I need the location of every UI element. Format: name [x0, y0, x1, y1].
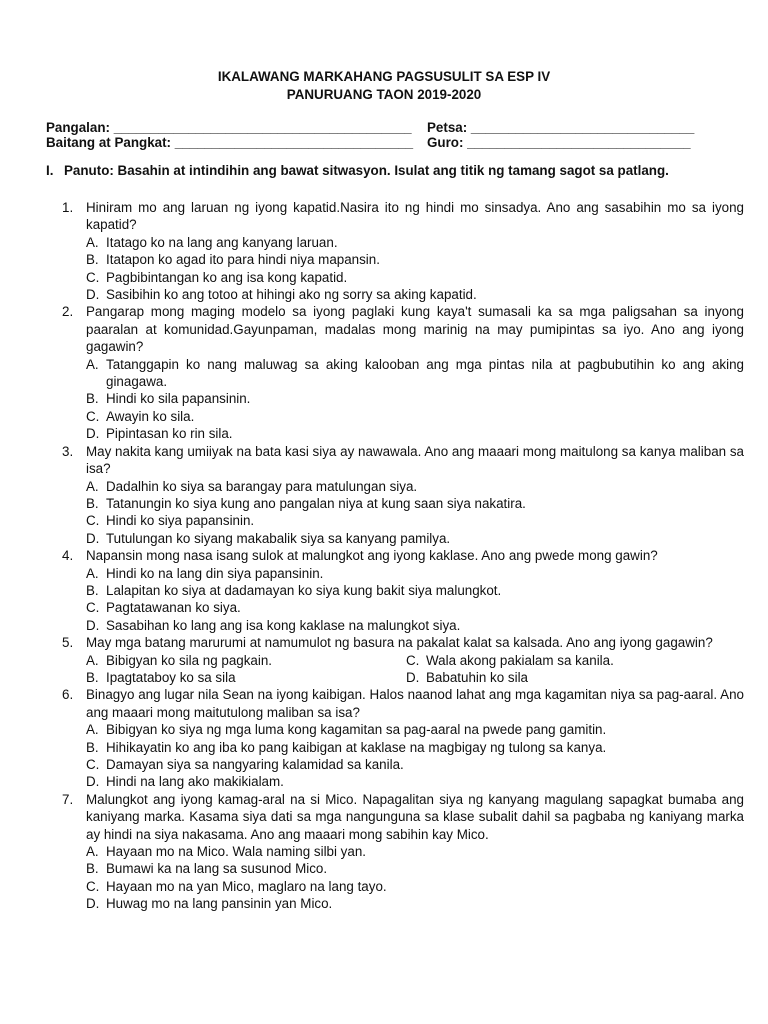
answer-option: [86, 860, 744, 877]
question-text: Malungkot ang iyong kamag-aral na si Mico. Napagalitan siya ng kanyang magulang sapagkat bumaba ang kaniyang marka. Kasama siya dati sa mga nangunguna sa klase subalit dahil sa pagbaba ng kaniyang marka ay hindi na siya nakasama. Ano ang maaari mong sabihin kay Mico.: [86, 791, 744, 842]
answer-option: [86, 617, 744, 634]
answer-option: [86, 495, 744, 512]
answer-option: [86, 530, 744, 547]
answer-option: [86, 756, 744, 773]
question-number: 7.: [62, 791, 74, 807]
option-letter: A.: [86, 478, 99, 494]
option-letter: B.: [86, 739, 99, 755]
option-text: Sasibihin ko ang totoo at hihingi ako ng sorry sa aking kapatid.: [106, 287, 477, 303]
option-text: Pipintasan ko rin sila.: [106, 426, 233, 442]
question-text: Hiniram mo ang laruan ng iyong kapatid.Nasira ito ng hindi mo sinsadya. Ano ang sasabihin mo sa iyong kapatid?: [86, 200, 744, 233]
option-text: Tatanggapin ko nang maluwag sa aking kalooban ang mga pintas nila at pagbubutihin ko ang aking ginagawa.: [106, 356, 744, 390]
option-text: Dadalhin ko siya sa barangay para matulungan siya.: [106, 478, 418, 494]
option-text: Bibigyan ko sila ng pagkain.: [106, 652, 273, 668]
answer-option: [86, 234, 744, 251]
option-text: Itatago ko na lang ang kanyang laruan.: [106, 234, 338, 250]
option-text: Sasabihan ko lang ang isa kong kaklase na malungkot siya.: [106, 617, 461, 633]
teacher-field: Guro: ______________________________: [427, 135, 691, 150]
question-item: [0, 443, 768, 547]
option-letter: A.: [86, 356, 99, 372]
option-text: Hayaan mo na yan Mico, maglaro na lang tayo.: [106, 878, 387, 894]
option-letter: D.: [86, 896, 100, 912]
answer-option: [86, 721, 744, 738]
question-text: May nakita kang umiiyak na bata kasi siya ay nawawala. Ano ang maaari mong maitulong sa kanya maliban sa isa?: [86, 443, 744, 477]
option-letter: A.: [86, 652, 99, 668]
option-letter: C.: [406, 652, 420, 668]
option-text: Hayaan mo na Mico. Wala naming silbi yan.: [106, 844, 366, 860]
option-letter: D.: [406, 669, 420, 685]
answer-option: [86, 512, 744, 529]
option-text: Itatapon ko agad ito para hindi niya mapansin.: [106, 252, 380, 268]
option-letter: B.: [86, 582, 99, 598]
instructions: [46, 163, 669, 178]
question-number: 5.: [62, 635, 74, 651]
date-field: Petsa: ______________________________: [427, 120, 695, 135]
question-list: [0, 199, 768, 913]
option-letter: D.: [86, 774, 100, 790]
option-letter: C.: [86, 513, 100, 529]
option-text: Wala akong pakialam sa kanila.: [426, 652, 614, 668]
option-text: Pagbibintangan ko ang isa kong kapatid.: [106, 269, 348, 285]
answer-option: [86, 878, 744, 895]
option-letter: C.: [86, 600, 100, 616]
name-field: Pangalan: ________________________________________: [46, 120, 412, 135]
question-text: Napansin mong nasa isang sulok at malungkot ang iyong kaklase. Ano ang pwede mong gawin?: [86, 548, 658, 564]
option-text: Tatanungin ko siya kung ano pangalan niya at kung saan siya nakatira.: [106, 495, 526, 511]
answer-option: [86, 286, 744, 303]
option-text: Bumawi ka na lang sa susunod Mico.: [106, 861, 328, 877]
answer-option: [86, 251, 744, 268]
answer-option: [86, 895, 744, 912]
answer-option: [86, 425, 744, 442]
option-text: Awayin ko sila.: [106, 408, 195, 424]
option-letter: D.: [86, 530, 100, 546]
option-letter: A.: [86, 722, 99, 738]
option-text: Damayan siya sa nangyaring kalamidad sa kanila.: [106, 757, 404, 772]
option-text: Hindi ko siya papansinin.: [106, 513, 255, 529]
question-item: [0, 686, 768, 790]
exam-title: IKALAWANG MARKAHANG PAGSUSULIT SA ESP IV: [217, 69, 551, 84]
option-letter: A.: [86, 565, 99, 581]
option-letter: C.: [86, 757, 100, 772]
option-letter: C.: [86, 269, 100, 285]
option-text: Hindi na lang ako makikialam.: [106, 774, 284, 790]
option-text: Hindi ko sila papansinin.: [106, 391, 251, 407]
question-item: [0, 634, 768, 686]
instructions-text: Panuto: Basahin at intindihin ang bawat sitwasyon. Isulat ang titik ng tamang sagot sa patlang.: [64, 163, 669, 178]
option-letter: D.: [86, 617, 100, 633]
option-text: Huwag mo na lang pansinin yan Mico.: [106, 896, 333, 912]
answer-option: [86, 652, 406, 669]
option-text: Bibigyan ko siya ng mga luma kong kagamitan sa pag-aaral na pwede pang gamitin.: [106, 722, 607, 738]
answer-option: [406, 652, 744, 669]
option-letter: C.: [86, 408, 100, 424]
question-item: [0, 199, 768, 303]
question-item: [0, 547, 768, 634]
option-text: Ipagtataboy ko sa sila: [106, 669, 236, 685]
answer-option: [406, 669, 744, 686]
option-letter: C.: [86, 878, 100, 894]
answer-option: [86, 599, 744, 616]
grade-section-field: Baitang at Pangkat: ________________________________: [46, 135, 414, 150]
answer-options-grid: [86, 652, 744, 687]
answer-option: [86, 408, 744, 425]
answer-option: [86, 390, 744, 407]
option-text: Hihikayatin ko ang iba ko pang kaibigan at kaklase na magbigay ng tulong sa kanya.: [106, 739, 607, 755]
option-letter: B.: [86, 391, 99, 407]
option-letter: B.: [86, 669, 99, 685]
question-number: 2.: [62, 304, 74, 320]
answer-option: [86, 269, 744, 286]
question-item: [0, 303, 768, 442]
option-text: Babatuhin ko sila: [426, 669, 528, 685]
question-number: 6.: [62, 687, 74, 703]
question-number: 4.: [62, 548, 74, 564]
option-text: Lalapitan ko siya at dadamayan ko siya kung bakit siya malungkot.: [106, 582, 502, 598]
question-text: Pangarap mong maging modelo sa iyong paglaki kung kaya't sumasali ka sa mga paligsahan sa inyong paaralan at komunidad.Gayunpaman, madalas mong marinig na may pumipintas sa iyo. Ano ang iyong gagawin?: [86, 304, 744, 355]
option-text: Tutulungan ko siyang makabalik siya sa kanyang pamilya.: [106, 530, 451, 546]
option-letter: A.: [86, 844, 99, 860]
answer-option: [86, 582, 744, 599]
answer-option: [86, 773, 744, 790]
question-text: Binagyo ang lugar nila Sean na iyong kaibigan. Halos naanod lahat ang mga kagamitan niya sa pag-aaral. Ano ang maaari mong maitutulong maliban sa isa?: [86, 687, 744, 720]
option-letter: D.: [86, 426, 100, 442]
option-letter: A.: [86, 234, 99, 250]
option-letter: B.: [86, 495, 99, 511]
answer-option: [86, 478, 744, 495]
question-text: May mga batang marurumi at namumulot ng basura na pakalat kalat sa kalsada. Ano ang iyong gagawin?: [86, 635, 713, 651]
section-number: I.: [46, 163, 54, 178]
answer-option: [86, 565, 744, 582]
question-item: [0, 791, 768, 913]
answer-option: [86, 356, 744, 391]
answer-option: [86, 739, 744, 756]
question-number: 3.: [62, 443, 74, 459]
option-letter: B.: [86, 861, 99, 877]
option-text: Hindi ko na lang din siya papansinin.: [106, 565, 324, 581]
school-year: PANURUANG TAON 2019-2020: [286, 87, 482, 102]
option-letter: D.: [86, 287, 100, 303]
option-letter: B.: [86, 252, 99, 268]
answer-option: [86, 843, 744, 860]
answer-option: [86, 669, 406, 686]
question-number: 1.: [62, 200, 74, 215]
option-text: Pagtatawanan ko siya.: [106, 600, 241, 616]
